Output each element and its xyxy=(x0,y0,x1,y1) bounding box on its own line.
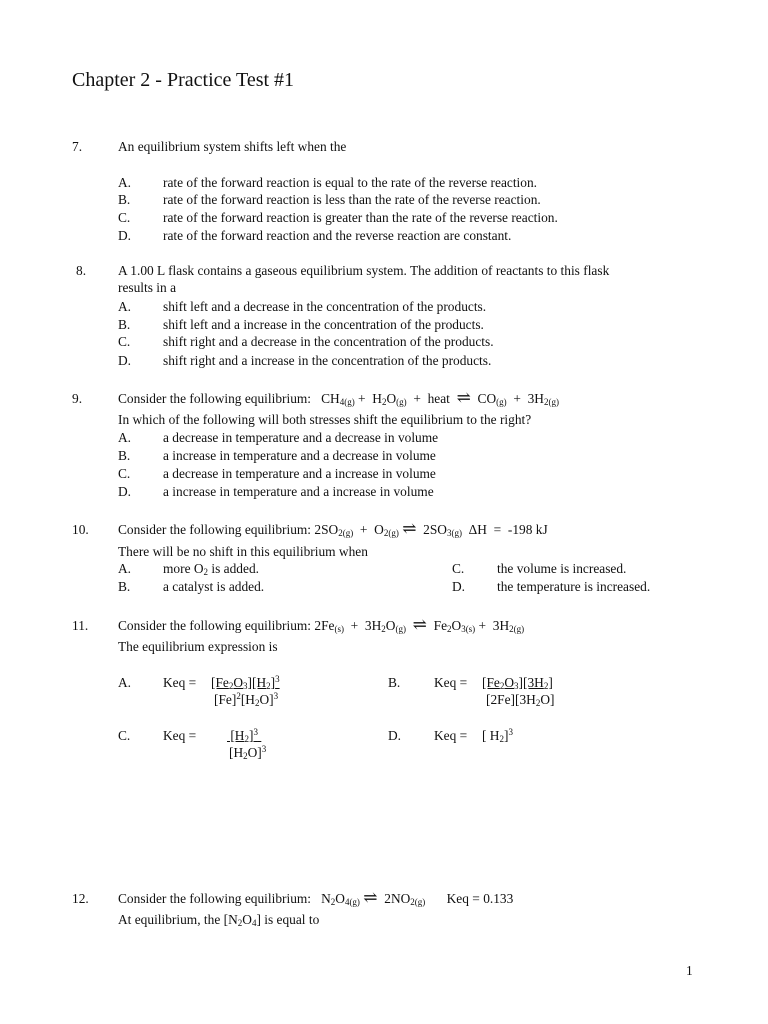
option-letter: D. xyxy=(118,484,132,499)
option-text: a increase in temperature and a decrease in volume xyxy=(163,448,436,463)
option-text: the volume is increased. xyxy=(497,561,627,576)
question-number: 10. xyxy=(72,522,89,537)
chemical-equation: $N_2O_{4(g)}$ ⇌ $2NO_{2(g)}$ xyxy=(314,888,426,907)
question-stem-continued: There will be no shift in this equilibrium when xyxy=(118,544,368,559)
option-letter: A. xyxy=(118,299,132,314)
question-stem: A 1.00 L flask contains a gaseous equilibrium system. The addition of reactants to this flask xyxy=(118,263,610,278)
question-stem xyxy=(118,617,524,634)
expression-denominator: $[2Fe][3H_2O]$ xyxy=(486,692,555,708)
option-text: rate of the forward reaction is greater than the rate of the reverse reaction. xyxy=(163,210,558,225)
stem-prefix: Consider the following equilibrium: xyxy=(118,618,312,633)
option-letter: D. xyxy=(452,579,466,594)
expression-numerator: $[Fe_2O_3][H_2]^3$ xyxy=(211,674,280,691)
option-letter: C. xyxy=(118,210,131,225)
keq-value: Keq = 0.133 xyxy=(446,891,514,906)
question-number: 12. xyxy=(72,891,89,906)
stem-text-before: At equilibrium, the [N xyxy=(118,912,238,927)
question-stem: An equilibrium system shifts left when the xyxy=(118,139,347,154)
question-stem-continued: results in a xyxy=(118,280,177,295)
page-title: Chapter 2 - Practice Test #1 xyxy=(72,69,295,91)
option-letter: B. xyxy=(118,192,131,207)
option-text: a catalyst is added. xyxy=(163,579,265,594)
option-letter: D. xyxy=(388,728,402,743)
question-number: 9. xyxy=(72,391,83,406)
chemical-equation: $CH_{4(g)} + H_2O_{(g)}$ + heat ⇌ $CO_{(g)} + 3H_{2(g)}$ xyxy=(314,388,559,407)
expression-numerator: $[H_2]^3$ xyxy=(227,727,258,744)
stem-prefix: Consider the following equilibrium: xyxy=(118,522,312,537)
question-number: 8. xyxy=(76,263,87,278)
question-number: 7. xyxy=(72,139,83,154)
expression-numerator: $[Fe_2O_3][3H_2]$ xyxy=(482,675,553,691)
option-text: shift left and a decrease in the concentration of the products. xyxy=(163,299,487,314)
option-letter: B. xyxy=(118,448,131,463)
option-text: rate of the forward reaction is equal to the rate of the reverse reaction. xyxy=(163,175,538,190)
option-text: the temperature is increased. xyxy=(497,579,651,594)
option-letter: B. xyxy=(118,579,131,594)
option-text: shift right and a increase in the concentration of the products. xyxy=(163,353,492,368)
chemical-equation: $2Fe_{(s)} + 3H_2O_{(g)}$ ⇌ $Fe_2O_{3(s)} + 3H_{2(g)}$ xyxy=(314,615,525,634)
stem-text-after: ] is equal to xyxy=(256,912,320,927)
option-letter: C. xyxy=(452,561,465,576)
option-letter: A. xyxy=(118,675,132,690)
option-text: a increase in temperature and a increase in volume xyxy=(163,484,434,499)
option-text: rate of the forward reaction is less than the rate of the reverse reaction. xyxy=(163,192,541,207)
option-text-before: more O xyxy=(163,561,204,576)
option-text: a decrease in temperature and a decrease in volume xyxy=(163,430,439,445)
question-number: 11. xyxy=(72,618,89,633)
option-letter: C. xyxy=(118,334,131,349)
question-stem-continued: In which of the following will both stresses shift the equilibrium to the right? xyxy=(118,412,532,427)
option-text: a decrease in temperature and a increase in volume xyxy=(163,466,436,481)
question-stem-continued: At equilibrium, the $[N_2O_4]$ is equal to xyxy=(118,912,320,928)
option-letter: A. xyxy=(118,430,132,445)
option-text: rate of the forward reaction and the reverse reaction are constant. xyxy=(163,228,512,243)
question-stem xyxy=(118,890,513,907)
keq-label: Keq = xyxy=(434,675,468,690)
question-stem xyxy=(118,390,559,407)
option-letter: D. xyxy=(118,228,132,243)
chemical-equation: $2SO_{2(g)} + O_{2(g)}$ ⇌ $2SO_{3(g)}$ ΔH = -198 kJ xyxy=(314,519,548,538)
question-stem-continued: The equilibrium expression is xyxy=(118,639,278,654)
option-text-after: is added. xyxy=(208,561,259,576)
expression-denominator: $[H_2O]^3$ xyxy=(229,744,267,761)
option-letter: B. xyxy=(388,675,401,690)
option-letter: A. xyxy=(118,175,132,190)
keq-label: Keq = xyxy=(163,675,197,690)
page-number: 1 xyxy=(686,963,693,978)
option-letter: A. xyxy=(118,561,132,576)
option-text: shift left and a increase in the concentration of the products. xyxy=(163,317,484,332)
keq-label: Keq = xyxy=(434,728,468,743)
question-stem xyxy=(118,521,548,538)
option-text: shift right and a decrease in the concentration of the products. xyxy=(163,334,494,349)
option-letter: D. xyxy=(118,353,132,368)
option-letter: C. xyxy=(118,466,131,481)
keq-label: Keq = xyxy=(163,728,197,743)
option-text: more $O_2$ is added. xyxy=(163,561,259,577)
stem-prefix: Consider the following equilibrium: xyxy=(118,891,312,906)
expression-denominator: $[Fe]^2[H_2O]^3$ xyxy=(214,691,279,708)
stem-prefix: Consider the following equilibrium: xyxy=(118,391,312,406)
option-letter: C. xyxy=(118,728,131,743)
option-letter: B. xyxy=(118,317,131,332)
expression: [ $H_2]^3$ xyxy=(482,727,513,744)
